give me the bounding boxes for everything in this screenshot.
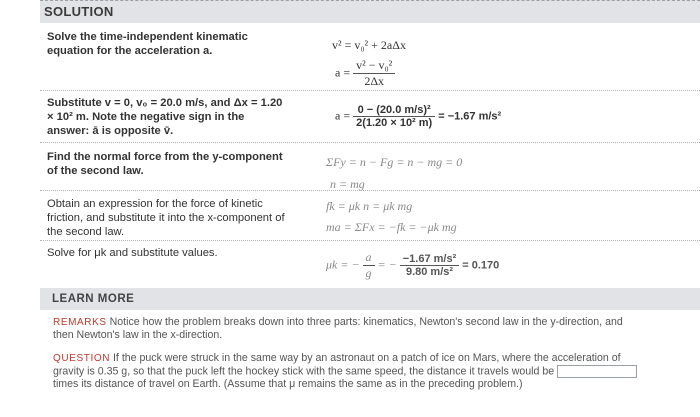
answer-input[interactable]: [557, 365, 637, 378]
eq8-lhs: μk = −: [326, 257, 360, 272]
eq3-denominator: 2(1.20 × 10² m): [356, 117, 433, 129]
learn-more-heading: LEARN MORE: [52, 293, 135, 305]
divider: [40, 190, 700, 191]
eq2-denominator: 2Δx: [364, 74, 385, 88]
eq8-symbolic-fraction: [363, 250, 375, 281]
learn-more-header: [40, 288, 700, 310]
eq8-symbolic-denominator: g: [365, 266, 372, 280]
eq8-denominator: 9.80 m/s²: [405, 266, 454, 278]
eq3-fraction: [353, 104, 435, 129]
solution-header: [40, 0, 700, 23]
question-text-part-2: times its distance of travel on Earth. (Assume that μ remains the same as in the preceding problem.): [53, 378, 523, 391]
question-paragraph: [53, 352, 643, 391]
divider: [40, 90, 700, 91]
equation-substitution: [335, 104, 501, 129]
eq2-numerator: v² − v₀²: [353, 58, 395, 74]
equation-friction: fk = μk n = μk mg: [326, 199, 413, 213]
remarks-label: REMARKS: [53, 317, 107, 328]
eq8-symbolic-numerator: a: [363, 250, 375, 266]
divider: [40, 142, 700, 143]
equation-second-law-x: ma = ΣFx = −fk = −μk mg: [326, 220, 457, 234]
remarks-paragraph: [53, 316, 643, 342]
remarks-text: Notice how the problem breaks down into three parts: kinematics, Newton's second law in the y-direction, and then Newton's law in the x-direction.: [53, 316, 623, 341]
equation-kinematic: v² = v₀² + 2aΔx: [332, 38, 406, 52]
eq3-result: = −1.67 m/s²: [438, 110, 502, 123]
step-4-text: Obtain an expression for the force of kinetic friction, and substitute it into the x-component of the second law.: [47, 198, 285, 238]
question-text-part-1: If the puck were struck in the same way by an astronaut on a patch of ice on Mars, where the acceleration of gravity is 0.35 g, so that the puck left the hockey stick with the same speed, the distance it travels would be: [53, 352, 621, 378]
eq8-mid: = −: [377, 257, 397, 272]
eq2-lhs: a =: [335, 65, 351, 80]
equation-mu: [326, 250, 499, 281]
eq2-fraction: [353, 58, 395, 89]
eq3-numerator: 0 − (20.0 m/s)²: [353, 104, 435, 117]
eq8-numerator: −1.67 m/s²: [400, 253, 460, 266]
equation-normal-sum: ΣFy = n − Fg = n − mg = 0: [326, 155, 463, 169]
step-3-text: Find the normal force from the y-component of the second law.: [47, 151, 283, 177]
equation-normal-force: n = mg: [330, 177, 365, 191]
step-1-text: Solve the time-independent kinematic equation for the acceleration a.: [47, 31, 248, 57]
eq8-result: = 0.170: [462, 259, 500, 272]
equation-acceleration: [335, 58, 395, 89]
question-label: QUESTION: [53, 353, 111, 364]
divider: [40, 240, 700, 241]
eq3-lhs: a =: [335, 108, 351, 123]
solution-heading: SOLUTION: [44, 4, 114, 19]
step-5-text: Solve for μk and substitute values.: [47, 247, 218, 259]
eq8-numeric-fraction: [400, 253, 460, 278]
step-2-text: Substitute v = 0, v₀ = 20.0 m/s, and Δx = 1.20 × 10² m. Note the negative sign in the answer: ā is opposite v̄.: [47, 97, 283, 137]
